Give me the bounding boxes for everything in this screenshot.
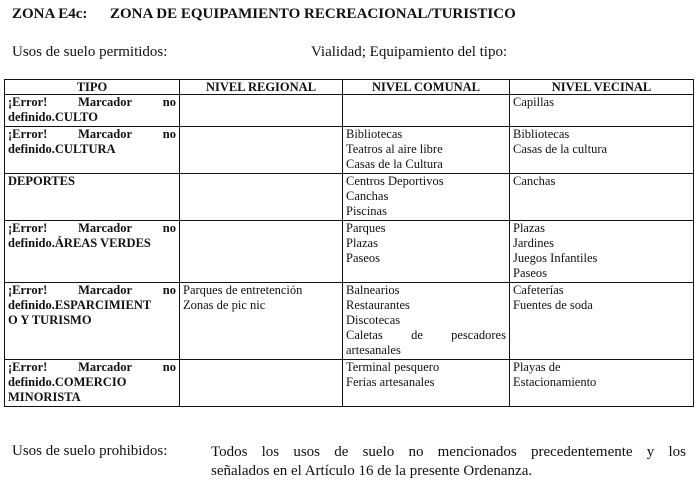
prohibited-word: Todos [211, 444, 248, 460]
tipo-word: ¡Error! [8, 360, 48, 374]
tipo-word: no [162, 221, 176, 235]
cell-line: Casas de la Cultura [346, 157, 443, 171]
cell-line: Parques [346, 221, 386, 235]
tipo-word: ¡Error! [8, 95, 48, 109]
cell-regional [180, 95, 343, 127]
cell-comunal [343, 360, 510, 407]
tipo-line: definido.ÁREAS VERDES [8, 236, 151, 250]
tipo-line: definido.ESPARCIMIENT [8, 298, 152, 312]
cell-line: Ferias artesanales [346, 375, 435, 389]
tipo-line: definido.CULTO [8, 110, 98, 124]
tipo-word: ¡Error! [8, 127, 48, 141]
cell-line: Restaurantes [346, 298, 410, 312]
prohibited-word: de [334, 444, 349, 460]
header-nivel-comunal: NIVEL COMUNAL [343, 80, 510, 95]
cell-regional [180, 221, 343, 283]
cell-vecinal [510, 221, 694, 283]
tipo-word: ¡Error! [8, 283, 48, 297]
cell-tipo [5, 95, 180, 127]
cell-line: Plazas [513, 221, 545, 235]
cell-vecinal [510, 95, 694, 127]
prohibited-word: precedentemente [530, 444, 633, 460]
prohibited-word: los [668, 444, 686, 460]
cell-line: Zonas de pic nic [183, 298, 266, 312]
cell-line: Teatros al aire libre [346, 142, 443, 156]
tipo-word: no [162, 283, 176, 297]
prohibited-word: suelo [362, 444, 395, 460]
cell-line: Balnearios [346, 283, 400, 297]
prohibited-uses-label: Usos de suelo prohibidos: [12, 443, 168, 459]
zone-title [12, 6, 516, 23]
cell-line: Paseos [346, 251, 381, 265]
table-row [5, 360, 694, 407]
cell-line: Capillas [513, 95, 554, 109]
table-row [5, 127, 694, 174]
tipo-line [8, 283, 176, 298]
tipo-line: DEPORTES [8, 174, 75, 188]
tipo-word: no [162, 127, 176, 141]
cell-comunal [343, 95, 510, 127]
zone-name: ZONA DE EQUIPAMIENTO RECREACIONAL/TURISTICO [110, 6, 516, 22]
tipo-word: Marcador [78, 127, 133, 141]
cell-comunal [343, 283, 510, 360]
equipment-table [4, 79, 694, 407]
prohibited-uses-text [211, 443, 686, 481]
cell-line: Parques de entretención [183, 283, 303, 297]
tipo-word: ¡Error! [8, 221, 48, 235]
cell-word: de [411, 328, 423, 342]
table-body [5, 95, 694, 407]
cell-line: Paseos [513, 266, 548, 280]
zone-code: ZONA E4c: [12, 6, 88, 22]
table-header-row [5, 80, 694, 95]
table-row [5, 221, 694, 283]
table-row [5, 95, 694, 127]
prohibited-word: y [646, 444, 655, 460]
prohibited-word: no [408, 444, 424, 460]
cell-line: artesanales [346, 343, 401, 357]
cell-line: Estacionamiento [513, 375, 597, 389]
cell-line: Discotecas [346, 313, 401, 327]
cell-line: Playas de [513, 360, 561, 374]
cell-regional [180, 127, 343, 174]
cell-line: Bibliotecas [346, 127, 403, 141]
tipo-line: O Y TURISMO [8, 313, 92, 327]
cell-comunal [343, 221, 510, 283]
cell-line [346, 328, 506, 343]
cell-word: pescadores [451, 328, 506, 342]
tipo-word: no [162, 360, 176, 374]
prohibited-text-line2: señalados en el Artículo 16 de la presente Ordenanza. [211, 463, 533, 479]
permitted-uses-label: Usos de suelo permitidos: [12, 44, 168, 60]
cell-line: Canchas [346, 189, 389, 203]
cell-tipo [5, 283, 180, 360]
header-tipo: TIPO [5, 80, 180, 95]
permitted-uses-value: Vialidad; Equipamiento del tipo: [311, 44, 508, 60]
table-row [5, 174, 694, 221]
tipo-line [8, 360, 176, 375]
cell-line: Terminal pesquero [346, 360, 440, 374]
prohibited-text-line1 [211, 443, 686, 462]
cell-vecinal [510, 127, 694, 174]
cell-line: Cafeterías [513, 283, 564, 297]
header-nivel-regional: NIVEL REGIONAL [180, 80, 343, 95]
tipo-line: definido.COMERCIO [8, 375, 127, 389]
cell-regional [180, 360, 343, 407]
tipo-line [8, 95, 176, 110]
cell-regional [180, 283, 343, 360]
prohibited-word: usos [293, 444, 321, 460]
cell-line: Piscinas [346, 204, 387, 218]
cell-line: Juegos Infantiles [513, 251, 598, 265]
tipo-word: Marcador [78, 95, 133, 109]
prohibited-word: los [261, 444, 280, 460]
tipo-line: definido.CULTURA [8, 142, 116, 156]
cell-line: Plazas [346, 236, 378, 250]
tipo-word: Marcador [78, 360, 133, 374]
tipo-word: no [162, 95, 176, 109]
prohibited-word: mencionados [437, 444, 517, 460]
cell-line: Jardines [513, 236, 554, 250]
header-nivel-vecinal: NIVEL VECINAL [510, 80, 694, 95]
cell-tipo [5, 360, 180, 407]
tipo-line: MINORISTA [8, 390, 81, 404]
cell-line: Casas de la cultura [513, 142, 608, 156]
cell-vecinal [510, 360, 694, 407]
tipo-word: Marcador [78, 283, 133, 297]
tipo-line [8, 127, 176, 142]
cell-line: Centros Deportivos [346, 174, 444, 188]
tipo-word: Marcador [78, 221, 133, 235]
cell-tipo [5, 127, 180, 174]
cell-comunal [343, 174, 510, 221]
cell-vecinal [510, 283, 694, 360]
cell-tipo [5, 174, 180, 221]
cell-regional [180, 174, 343, 221]
table-row [5, 283, 694, 360]
tipo-line [8, 221, 176, 236]
cell-line: Canchas [513, 174, 556, 188]
cell-comunal [343, 127, 510, 174]
cell-tipo [5, 221, 180, 283]
cell-line: Bibliotecas [513, 127, 570, 141]
cell-word: Caletas [346, 328, 383, 342]
cell-line: Fuentes de soda [513, 298, 593, 312]
cell-vecinal [510, 174, 694, 221]
